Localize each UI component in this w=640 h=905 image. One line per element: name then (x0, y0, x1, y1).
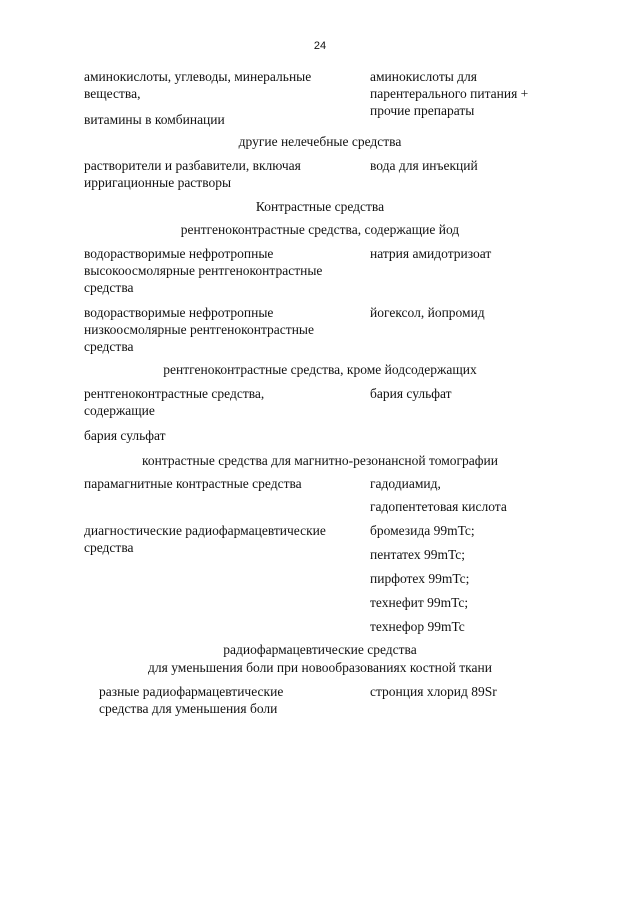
solvents-left: растворители и разбавители, включая ирригационные растворы (84, 158, 301, 190)
non-iodine-header: рентгеноконтрастные средства, кроме йодсодержащих (163, 362, 477, 377)
other-nonmed-header: другие нелечебные средства (238, 134, 402, 149)
radio-header-a: радиофармацевтические средства (223, 642, 417, 657)
solvents-right: вода для инъекций (370, 158, 478, 173)
low-osm-left: водорастворимые нефротропные низкоосмолярные рентгеноконтрастные средства (84, 305, 314, 354)
paramagnetic-right-b: гадопентетовая кислота (370, 499, 507, 514)
mri-header: контрастные средства для магнитно-резонансной томографии (142, 453, 498, 468)
amino-left-b: витамины в комбинации (84, 112, 225, 127)
high-osm-right: натрия амидотризоат (370, 246, 492, 261)
amino-left-a: аминокислоты, углеводы, минеральные вещества, (84, 69, 312, 101)
diag-right-4: технефит 99mTc; (370, 595, 469, 610)
paramagnetic-left: парамагнитные контрастные средства (84, 476, 302, 491)
contrast-header: Контрастные средства (255, 199, 385, 214)
page-number: 24 (313, 40, 327, 52)
pain-right: стронция хлорид 89Sr (370, 684, 497, 699)
diag-right-1: бромезида 99mTc; (370, 523, 475, 538)
barium-left-b: бария сульфат (84, 428, 166, 443)
low-osm-right: йогексол, йопромид (370, 305, 485, 320)
diag-right-5: технефор 99mTc (370, 619, 465, 634)
high-osm-left: водорастворимые нефротропные высокоосмолярные рентгеноконтрастные средства (84, 246, 323, 295)
diag-left: диагностические радиофармацевтические средства (84, 523, 326, 555)
iodine-header: рентгеноконтрастные средства, содержащие йод (180, 222, 460, 237)
amino-right: аминокислоты для парентерального питания + прочие препараты (370, 69, 529, 118)
diag-right-3: пирфотех 99mTc; (370, 571, 470, 586)
paramagnetic-right-a: гадодиамид, (370, 476, 441, 491)
pain-left: разные радиофармацевтические средства для уменьшения боли (99, 684, 284, 716)
barium-right: бария сульфат (370, 386, 452, 401)
radio-header-b: для уменьшения боли при новообразованиях костной ткани (148, 660, 492, 675)
diag-right-2: пентатех 99mTc; (370, 547, 466, 562)
barium-left-a: рентгеноконтрастные средства, содержащие (84, 386, 265, 418)
